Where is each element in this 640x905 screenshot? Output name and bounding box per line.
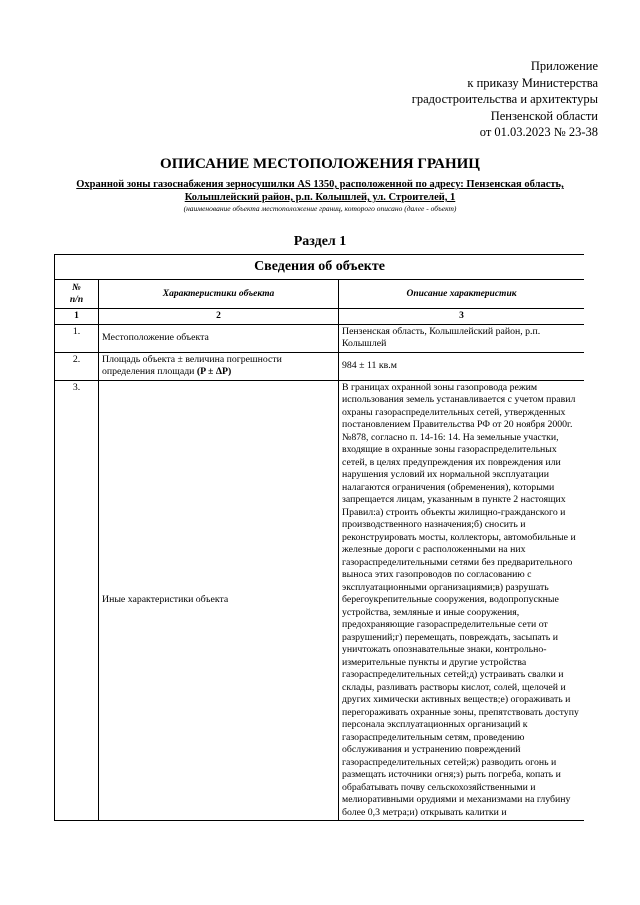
- row-characteristic-text: Площадь объекта ± величина погрешности определения площади: [102, 353, 282, 377]
- appendix-line: Приложение: [530, 59, 598, 73]
- column-number: 3: [339, 309, 585, 325]
- object-info-table-container: [54, 254, 584, 854]
- row-characteristic-formula: (P ± ΔP): [196, 366, 232, 377]
- header-num: № п/п: [55, 280, 99, 309]
- appendix-block: [412, 58, 598, 141]
- table-title: Сведения об объекте: [55, 255, 585, 280]
- object-name-line: Колышлейский район, р.п. Колышлей, ул. Строителей, 1: [184, 192, 456, 203]
- row-description: В границах охранной зоны газопровода режим использования земель устанавливается с учетом правил охраны газораспределительных сетей, утвержденных постановлением Правительства РФ от 20 ноября 2000г. №878, согласно п. 14-16: 14. На земельные участки, входящие в охранные зоны газораспределительных сетей, в целях предупреждения их повреждения или нарушения условий их нормальной эксплуатации налагаются ограничения (обременения), которыми запрещается лицам, указанным в пункте 2 настоящих Правил:а) строить объекты жилищно-гражданского и производственного назначения;б) сносить и реконструировать мосты, коллекторы, автомобильные и железные дороги с расположенными на них газораспределительными сетями без предварительного выноса этих газопроводов по согласованию с эксплуатационными организациями;в) разрушать берегоукрепительные сооружения, водопропускные устройства, земляные и иные сооружения, предохраняющие газораспределительные сети от разрушений;г) перемещать, повреждать, засыпать и уничтожать опознавательные знаки, контрольно-измерительные пункты и другие устройства газораспределительных сетей;д) устраивать свалки и склады, разливать растворы кислот, солей, щелочей и других химически активных веществ;е) огораживать и перегораживать охранные зоны, препятствовать доступу персонала эксплуатационных организаций к газораспределительным сетям, проведению обслуживания и устранению повреждений газораспределительных сетей;ж) разводить огонь и размещать источники огня;з) рыть погреба, копать и обрабатывать почву сельскохозяйственными и мелиоративными орудиями и механизмами на глубину более 0,3 метра;и) открывать калитки и: [339, 380, 585, 821]
- object-name-caption: (наименование объекта местоположение границ, которого описано (далее - объект): [183, 204, 457, 213]
- object-name: [60, 178, 580, 204]
- appendix-line: градостроительства и архитектуры: [411, 92, 598, 106]
- row-characteristic: Иные характеристики объекта: [99, 380, 339, 821]
- document-title: ОПИСАНИЕ МЕСТОПОЛОЖЕНИЯ ГРАНИЦ: [160, 156, 480, 172]
- object-name-line: Охранной зоны газоснабжения зерносушилки AS 1350, расположенной по адресу: Пензенская область,: [76, 179, 564, 190]
- row-number: 2.: [55, 352, 99, 380]
- appendix-line: от 01.03.2023 № 23-38: [479, 125, 598, 139]
- appendix-line: Пензенской области: [490, 108, 598, 123]
- row-number: 1.: [55, 324, 99, 352]
- row-characteristic: Местоположение объекта: [99, 324, 339, 352]
- table-row: [55, 380, 585, 821]
- column-number-row: [55, 309, 585, 325]
- column-number: 1: [55, 309, 99, 325]
- row-description: 984 ± 11 кв.м: [339, 352, 585, 380]
- table-title-row: [55, 255, 585, 280]
- row-description: Пензенская область, Колышлейский район, р.п. Колышлей: [339, 324, 585, 352]
- appendix-line: к приказу Министерства: [467, 75, 598, 90]
- header-characteristics: Характеристики объекта: [99, 280, 339, 309]
- row-characteristic: [99, 352, 339, 380]
- object-info-table: [54, 254, 584, 821]
- section-title: Раздел 1: [293, 234, 347, 249]
- header-description: Описание характеристик: [339, 280, 585, 309]
- table-row: [55, 324, 585, 352]
- row-number: 3.: [55, 380, 99, 821]
- table-header-row: [55, 280, 585, 309]
- column-number: 2: [99, 309, 339, 325]
- table-row: [55, 352, 585, 380]
